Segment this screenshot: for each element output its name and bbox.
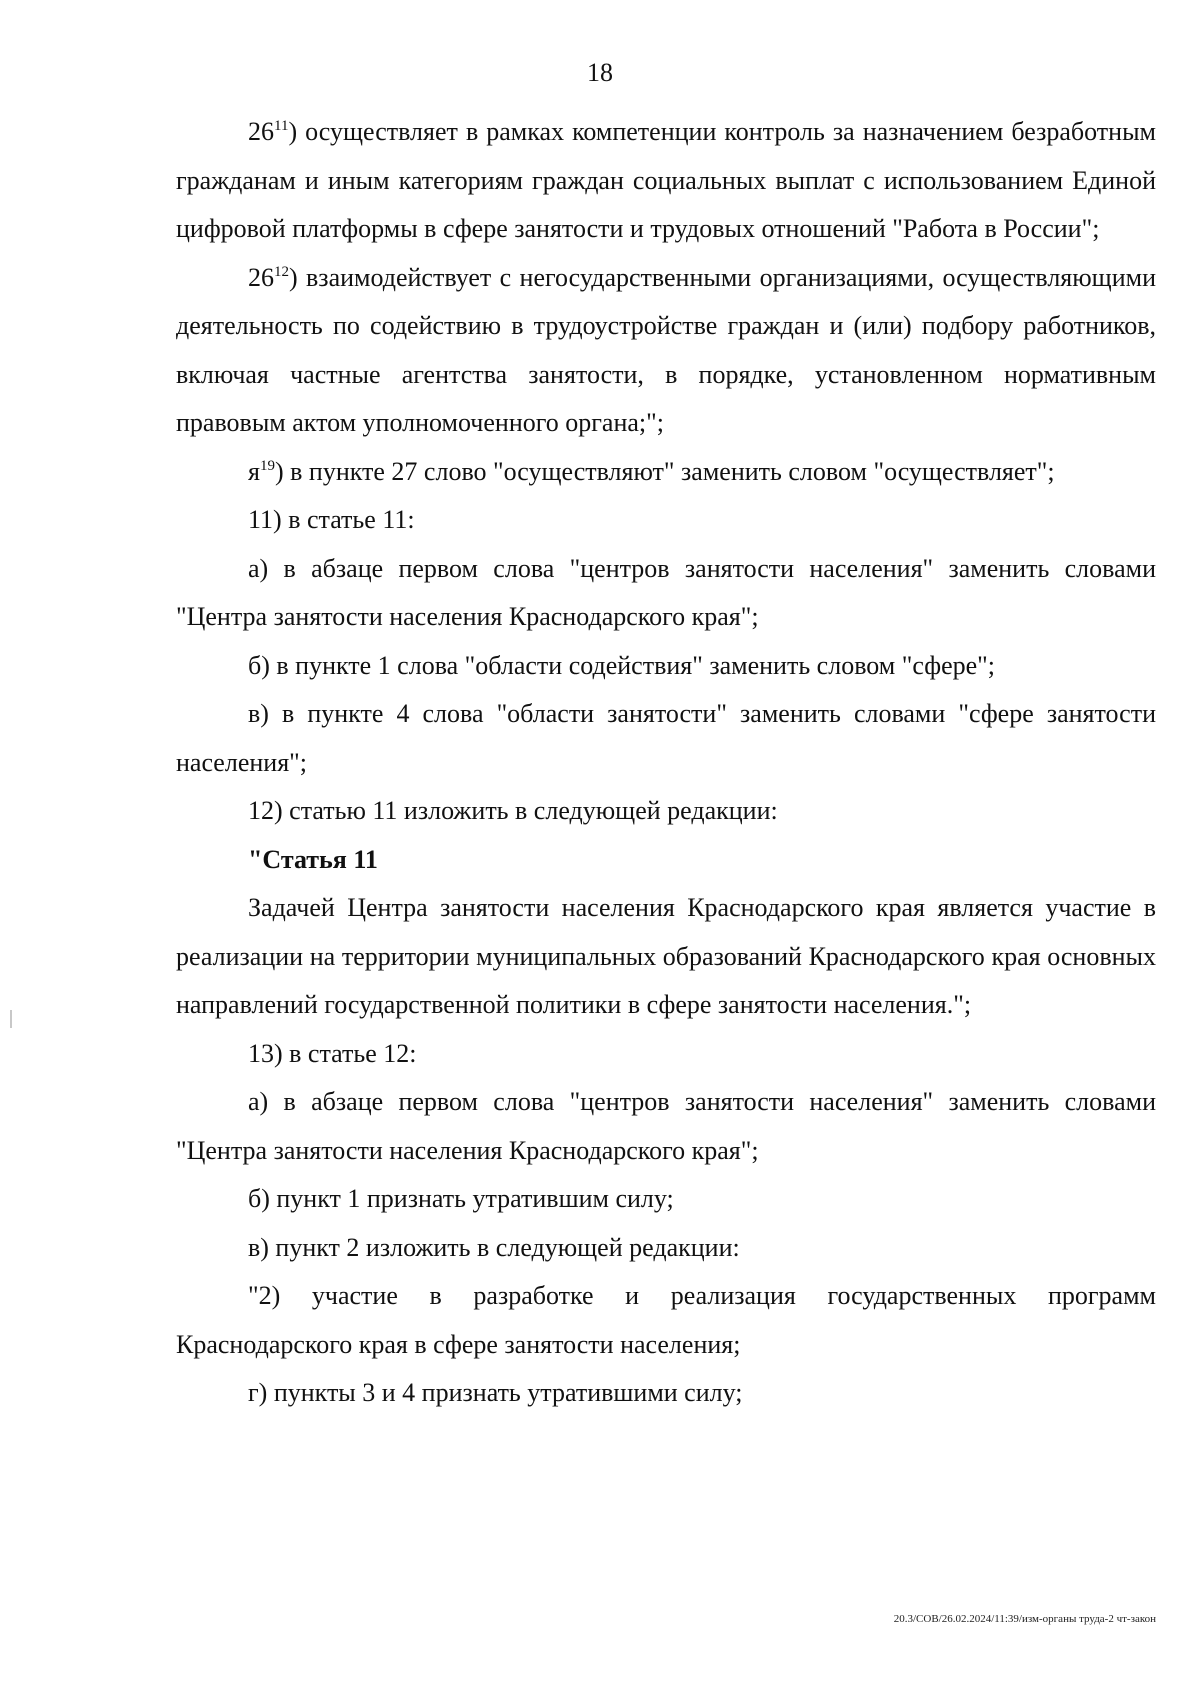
paragraph-quoted-item-2: "2) участие в разработке и реализация государственных программ Краснодарского края в сфере занятости населения; xyxy=(176,1281,1156,1359)
item-number: я xyxy=(248,456,260,486)
paragraph-26-12 xyxy=(176,254,1156,448)
paragraph-item-13: 13) в статье 12: xyxy=(248,1038,417,1068)
paragraph-item-11b: б) в пункте 1 слова "области содействия" заменить словом "сфере"; xyxy=(248,650,995,680)
paragraph-item-11a: а) в абзаце первом слова "центров занятости населения" заменить словами "Центра занятости населения Краснодарского края"; xyxy=(176,553,1156,631)
paragraph-item-13b: б) пункт 1 признать утратившим силу; xyxy=(248,1184,674,1213)
paragraph-text: ) осуществляет в рамках компетенции контроль за назначением безработным гражданам и иным категориям граждан социальных выплат с использованием Единой цифровой платформы в сфере занятости и трудовых отношений "Работа в России"; xyxy=(176,117,1156,243)
paragraph-article-text: Задачей Центра занятости населения Краснодарского края является участие в реализации на территории муниципальных образований Краснодарского края основных направлений государственной политики в сфере занятости населения."; xyxy=(176,893,1156,1019)
item-superscript: 11 xyxy=(274,118,289,134)
article-heading: "Статья 11 xyxy=(248,844,378,874)
item-number: 26 xyxy=(248,262,274,292)
paragraph-item-13a: а) в абзаце первом слова "центров занятости населения" заменить словами "Центра занятости населения Краснодарского края"; xyxy=(176,1087,1156,1165)
paragraph-item-13g: г) пункты 3 и 4 признать утратившими силу; xyxy=(248,1378,743,1407)
paragraph-item-11v: в) в пункте 4 слова "области занятости" заменить словами "сфере занятости населения"; xyxy=(176,699,1156,777)
page-number: 18 xyxy=(587,58,613,87)
paragraph-item-13v: в) пункт 2 изложить в следующей редакции: xyxy=(248,1232,740,1262)
item-superscript: 19 xyxy=(259,457,275,474)
item-superscript: 12 xyxy=(274,263,289,280)
paragraph-item-12: 12) статью 11 изложить в следующей редакции: xyxy=(248,796,778,825)
paragraph-text: ) взаимодействует с негосударственными организациями, осуществляющими деятельность по содействию в трудоустройстве граждан и (или) подбору работников, включая частные агентства занятости, в порядке, установленном нормативным правовым актом уполномоченного органа;"; xyxy=(176,262,1156,437)
item-number: 26 xyxy=(248,117,274,146)
scan-mark xyxy=(10,1010,12,1028)
footer-stamp: 20.3/СОВ/26.02.2024/11:39/изм-органы труда-2 чт-закон xyxy=(893,1613,1156,1625)
paragraph-26-11 xyxy=(176,108,1156,254)
paragraph-item-11: 11) в статье 11: xyxy=(248,505,415,534)
paragraph-ya-19 xyxy=(176,448,1156,497)
document-body xyxy=(176,108,1156,1418)
paragraph-text: ) в пункте 27 слово "осуществляют" заменить словом "осуществляет"; xyxy=(274,456,1055,486)
